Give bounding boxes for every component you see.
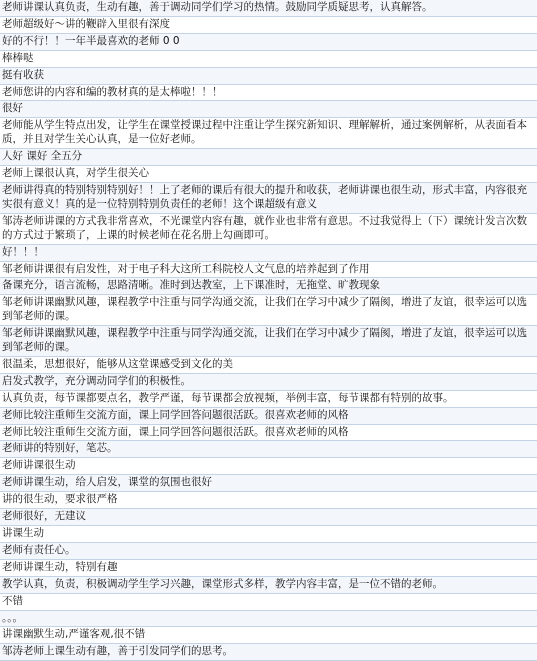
comment-row: 教学认真，负责，积极调动学生学习兴趣，课堂形式多样，教学内容丰富，是一位不错的老师。	[0, 577, 537, 594]
comment-row: 老师超级好～讲的鞭辟入里很有深度	[0, 17, 537, 34]
comment-row: 人好 课好 全五分	[0, 149, 537, 166]
comment-row: 备课充分，语言流畅，思路清晰。准时到达教室，上下课准时，无拖堂、旷教现象	[0, 278, 537, 295]
comment-row: 邹老师讲课幽默风趣，课程教学中注重与同学沟通交流，让我们在学习中减少了隔阂，增进了友谊，很幸运可以选到邹老师的课。	[0, 326, 537, 357]
comment-row: 。。。	[0, 611, 537, 628]
comment-row: 认真负责，每节课都要点名，教学严谨，每节课都会放视频，举例丰富，每节课都有特别的故事。	[0, 391, 537, 408]
comment-row: 老师讲课很生动	[0, 458, 537, 475]
comment-row: 老师很好，无建议	[0, 509, 537, 526]
comment-row: 老师讲课生动，特别有趣	[0, 560, 537, 577]
comment-row: 邹老师讲课很有启发性，对于电子科大这所工科院校人文气息的培养起到了作用	[0, 262, 537, 279]
comment-row: 老师有责任心。	[0, 543, 537, 560]
comment-row: 老师上课很认真，对学生很关心	[0, 166, 537, 183]
comment-row: 很温柔，思想很好，能够从这堂课感受到文化的美	[0, 357, 537, 374]
comment-row: 启发式教学，充分调动同学们的积极性。	[0, 374, 537, 391]
comment-row: 老师讲课认真负责，生动有趣，善于调动同学们学习的热情。鼓励同学质疑思考，认真解答。	[0, 0, 537, 17]
comment-row: 讲课生动	[0, 526, 537, 543]
comment-row: 老师讲得真的特别特别特别好！！上了老师的课后有很大的提升和收获，老师讲课也很生动，形式丰富，内容很充实很有意义！真的是一位特别特别负责任的老师！这个课超级有意义	[0, 183, 537, 214]
comment-row: 老师您讲的内容和编的教材真的是太棒啦！！！	[0, 85, 537, 102]
comment-row: 老师能从学生特点出发，让学生在课堂授课过程中注重让学生探究新知识、理解解析，通过案例解析，从表面看本质，并且对学生关心认真，是一位好老师。	[0, 118, 537, 149]
comment-row: 讲的很生动，要求很严格	[0, 492, 537, 509]
comment-row: 老师讲课生动，给人启发，课堂的氛围也很好	[0, 475, 537, 492]
comment-row: 好！！！	[0, 245, 537, 262]
comment-row: 很好	[0, 101, 537, 118]
comment-row: 老师比较注重师生交流方面，课上同学回答问题很活跃。很喜欢老师的风格	[0, 425, 537, 442]
comment-row: 老师比较注重师生交流方面，课上同学回答问题很活跃。很喜欢老师的风格	[0, 408, 537, 425]
comment-row: 邹老师讲课幽默风趣，课程教学中注重与同学沟通交流，让我们在学习中减少了隔阂，增进了友谊，很幸运可以选到邹老师的课。	[0, 295, 537, 326]
comment-row: 老师讲的特别好，笔芯。	[0, 441, 537, 458]
comment-row: 挺有收获	[0, 68, 537, 85]
comment-row: 邹涛老师上课生动有趣，善于引发同学们的思考。	[0, 644, 537, 661]
comment-row: 棒棒哒	[0, 51, 537, 68]
comment-row: 邹涛老师讲课的方式我非常喜欢，不光课堂内容有趣，就作业也非常有意思。不过我觉得上（下）课统计发言次数的方式过于繁琐了，上课的时候老师在花名册上勾画即可。	[0, 214, 537, 245]
comment-row: 不错	[0, 594, 537, 611]
comment-row: 好的不行！！一年半最喜欢的老师 0 0	[0, 34, 537, 51]
comment-row: 讲课幽默生动,严谨客观,很不错	[0, 627, 537, 644]
